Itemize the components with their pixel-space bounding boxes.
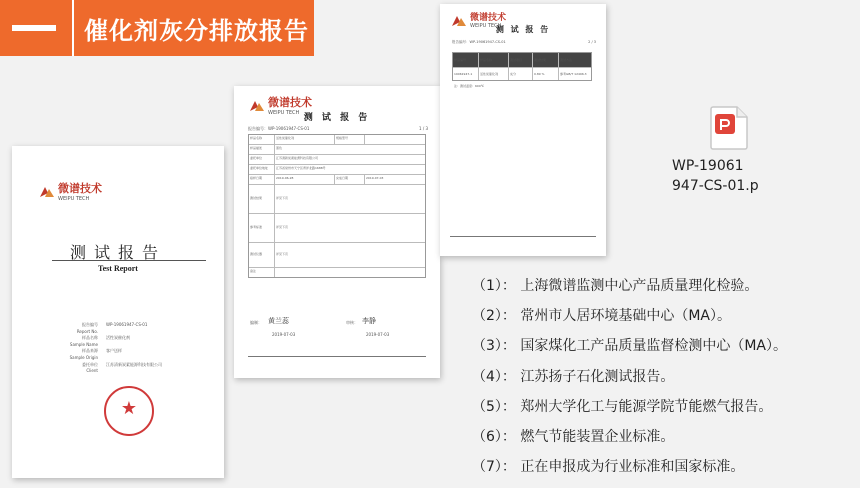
logo-name: 微谱技术 — [268, 96, 312, 109]
table-row — [249, 155, 425, 165]
table-row — [249, 165, 425, 175]
table-cell: 规格型号 — [335, 135, 365, 144]
sign-right-label: 审核： — [346, 320, 358, 325]
report-title: 测 试 报 告 — [303, 113, 371, 123]
title-bar — [0, 0, 314, 56]
sign-date-left: 2019-07-03 — [272, 332, 296, 337]
field-label: Client — [86, 368, 98, 374]
table-cell: 备注 — [249, 268, 275, 277]
table-header-cell: 样品名称 — [479, 53, 509, 67]
page-footer-line — [450, 236, 596, 237]
cover-field-row — [68, 335, 162, 342]
table-cell: 黑色 — [276, 146, 283, 150]
table-row — [249, 185, 425, 214]
page-number: 2 / 3 — [588, 40, 596, 44]
logo-icon — [40, 185, 54, 197]
table-row — [249, 145, 425, 155]
signature-right: 李静 — [362, 317, 376, 325]
table-cell: 委托单位地址 — [249, 165, 275, 174]
field-label: Sample Name — [69, 341, 98, 347]
result-table — [452, 52, 592, 81]
table-row — [249, 214, 425, 243]
field-value: 江苏清新炭素能源科技有限公司 — [106, 361, 162, 367]
table-row — [249, 175, 425, 185]
field-value: WP-19061947-CS-01 — [106, 322, 148, 327]
official-seal — [104, 386, 154, 436]
logo-subtitle: WEIPU TECH — [58, 196, 90, 202]
cover-field-row — [68, 348, 162, 355]
table-cell: 样品描述 — [249, 145, 275, 154]
cover-title-en: Test Report — [98, 264, 138, 273]
table-cell: 0.89 % — [533, 68, 559, 80]
table-cell — [365, 135, 425, 144]
table-cell: 详见下页 — [276, 196, 289, 200]
report-number: 报告编号：WP-19061947-CS-01 — [248, 126, 310, 131]
signature-left: 黄兰蕊 — [268, 317, 289, 325]
field-label: 样品名称 — [82, 335, 98, 341]
cover-field-row — [68, 362, 162, 369]
cover-field-row — [68, 368, 162, 375]
report-cover-page — [12, 146, 224, 478]
table-cell: 详见下页 — [276, 225, 289, 229]
table-header-cell: 样品编号 — [453, 53, 479, 67]
report-page-2 — [440, 4, 606, 256]
cover-field-row — [68, 322, 162, 329]
list-item: （6）： 燃气节能装置企业标准。 — [472, 428, 675, 445]
list-item: （2）： 常州市人居环境基础中心（MA）。 — [472, 308, 732, 325]
pdf-file-icon[interactable] — [709, 106, 749, 150]
table-cell: 江苏清新炭素能源科技有限公司 — [276, 156, 319, 160]
table-cell: 活性炭催化剂 — [275, 135, 335, 144]
pdf-file-name[interactable]: WP-19061 947-CS-01.p — [672, 158, 759, 194]
sign-left-label: 编制： — [250, 320, 262, 325]
table-row — [249, 268, 425, 277]
table-row — [453, 68, 591, 80]
table-cell: 灰分 — [509, 68, 533, 80]
table-cell: 测试结果 — [249, 185, 275, 213]
report-info-table — [248, 134, 426, 278]
field-label: Report No. — [76, 328, 98, 334]
field-value: 客户送样 — [106, 348, 122, 354]
field-label: Sample Origin — [69, 354, 98, 360]
cover-rule — [52, 260, 206, 261]
table-header-cell: 测试结果 — [533, 53, 559, 67]
company-logo — [40, 180, 102, 202]
logo-subtitle: WEIPU TECH — [268, 110, 300, 116]
table-cell: 参考GB/T 12496.3 — [560, 72, 587, 76]
cover-field-row — [68, 355, 162, 362]
title-separator — [72, 0, 74, 56]
table-cell: 19061947-1 — [453, 68, 479, 80]
table-cell: 2019-06-28 — [275, 175, 335, 184]
table-cell: 参考标准 — [249, 214, 275, 242]
field-label: 报告编号 — [82, 322, 98, 327]
table-cell: 测试仪器 — [249, 243, 275, 267]
page-number: 1 / 3 — [419, 126, 428, 131]
table-row — [249, 243, 425, 268]
list-item: （3）： 国家煤化工产品质量监督检测中心（MA）。 — [472, 338, 788, 355]
table-cell: 详见下页 — [276, 252, 289, 256]
cover-fields — [68, 322, 162, 375]
logo-subtitle: WEIPU TECH — [470, 23, 502, 29]
logo-name: 微谱技术 — [58, 182, 102, 195]
field-value: 活性炭催化剂 — [106, 335, 130, 341]
field-label: 样品来源 — [82, 348, 98, 354]
report-notes: 注：测试温度：600℃ — [454, 84, 485, 88]
table-cell: 2019-07-03 — [366, 176, 384, 180]
cover-title-cn: 测试报告 — [69, 243, 166, 262]
seal-star-icon: ★ — [120, 398, 138, 419]
list-item: （5）： 郑州大学化工与能源学院节能燃气报告。 — [472, 398, 773, 415]
table-cell: 委托单位 — [249, 155, 275, 164]
sign-date-right: 2019-07-03 — [366, 332, 390, 337]
table-cell: 活性炭催化剂 — [479, 68, 509, 80]
table-cell — [275, 268, 425, 277]
title-dash — [12, 25, 56, 31]
page-footer-line — [248, 356, 426, 357]
table-row — [249, 135, 425, 145]
report-title: 测 试 报 告 — [495, 25, 551, 34]
list-item: （7）： 正在申报成为行业标准和国家标准。 — [472, 459, 745, 476]
report-page-1 — [234, 86, 440, 378]
reference-list — [472, 277, 860, 488]
table-header-cell: 测试项目 — [509, 53, 533, 67]
table-header-cell: 测试方法 — [559, 53, 591, 67]
field-label: 委托单位 — [82, 361, 98, 367]
table-header-row — [453, 53, 591, 68]
list-item: （1）： 上海微谱监测中心产品质量理化检验。 — [472, 278, 759, 294]
report-number: 报告编号：WP-19061947-CS-01 — [452, 40, 506, 44]
logo-name: 微谱技术 — [470, 13, 507, 23]
page-title: 催化剂灰分排放报告 — [84, 17, 309, 45]
table-cell: 接样日期 — [249, 175, 275, 184]
table-cell: 江苏省常州市天宁区青洋北路1688号 — [276, 166, 326, 170]
list-item: （4）： 江苏扬子石化测试报告。 — [472, 368, 675, 385]
table-cell: 完成日期 — [335, 175, 365, 184]
table-cell: 样品名称 — [249, 135, 275, 144]
